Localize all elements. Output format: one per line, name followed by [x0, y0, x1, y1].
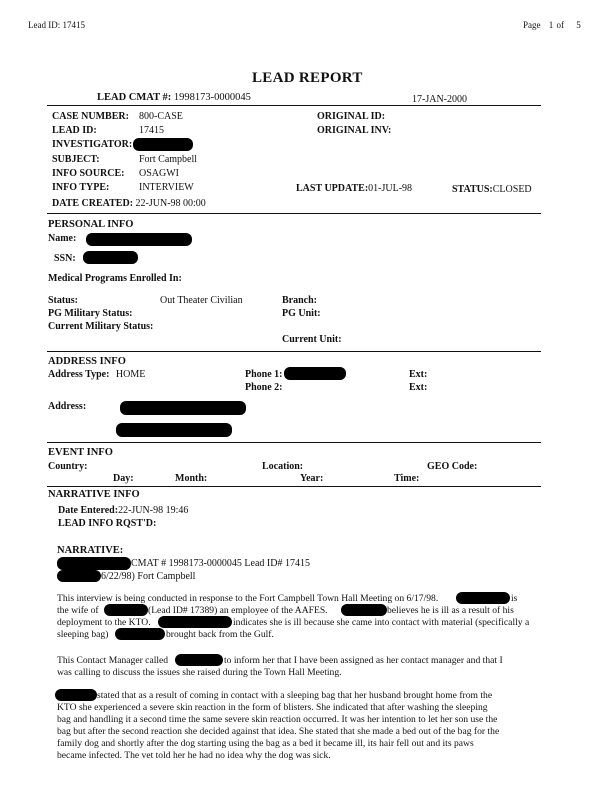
status-label: STATUS:: [452, 184, 493, 195]
lead-info-rqst-label: LEAD INFO RQST'D:: [58, 518, 157, 529]
para3-line2: KTO she experienced a severe skin reaction in the form of blisters. She indicated that after washing the sleeping: [57, 702, 488, 713]
ext2-label: Ext:: [409, 382, 428, 393]
year-label: Year:: [300, 473, 324, 484]
para1-text-d: (Lead ID# 17389) an employee of the AAFES.: [148, 605, 328, 616]
phone1-label: Phone 1:: [245, 369, 283, 380]
pg-unit-label: PG Unit:: [282, 308, 321, 319]
para1-text-h: sleeping bag): [57, 629, 109, 640]
divider: [47, 213, 541, 214]
redaction-narrative-1: [57, 557, 131, 570]
time-label: Time:: [394, 473, 420, 484]
divider: [47, 442, 541, 443]
page-of-label: of: [556, 20, 564, 30]
status-value: CLOSED: [492, 184, 532, 195]
para1-line1: [57, 593, 438, 604]
ext1-label: Ext:: [409, 369, 428, 380]
para3-line4: bag but after the second reaction she decided against that idea. She stated that she made a bed out of the bag for the: [57, 726, 500, 737]
para1-text-g: indicates she is ill because she came into contact with material (specifically a: [233, 617, 530, 628]
redaction-ssn: [83, 251, 138, 264]
para1-text-a: This interview is being conducted in response to the Fort Campbell Town Hall Meeting on 6/17/98.: [57, 593, 439, 604]
narrative-line-1: CMAT # 1998173-0000045 Lead ID# 17415: [131, 558, 310, 569]
location-label: Location:: [262, 461, 304, 472]
para1-text-f: deployment to the KTO.: [57, 617, 151, 628]
date-entered-value: 22-JUN-98 19:46: [118, 505, 189, 516]
lead-id-value: 17415: [139, 125, 164, 136]
case-number-value: 800-CASE: [139, 111, 183, 122]
redaction-address-line1: [120, 401, 246, 415]
geo-code-label: GEO Code:: [427, 461, 478, 472]
info-source-label: INFO SOURCE:: [52, 168, 125, 179]
para1-text-i: brought back from the Gulf.: [166, 629, 274, 640]
status-field: [452, 184, 532, 195]
page-label: Page: [523, 20, 541, 30]
date-created-value: 22-JUN-98 00:00: [135, 198, 206, 209]
redaction-para1-1: [456, 592, 510, 604]
date-entered: [58, 505, 188, 516]
info-source-value: OSAGWI: [139, 168, 179, 179]
redaction-name: [86, 233, 192, 246]
pg-military-status-label: PG Military Status:: [48, 308, 133, 319]
divider: [47, 105, 541, 106]
redaction-para1-4: [158, 616, 232, 628]
page-number: 1: [548, 20, 554, 30]
original-id-label: ORIGINAL ID:: [317, 111, 386, 122]
redaction-para1-5: [115, 628, 165, 640]
cmat-line: [97, 92, 251, 103]
cmat-value: 1998173-0000045: [173, 92, 251, 103]
branch-label: Branch:: [282, 295, 317, 306]
investigator-label: INVESTIGATOR:: [52, 139, 133, 150]
redaction-para3: [55, 689, 97, 701]
narrative-label: NARRATIVE:: [57, 545, 124, 556]
para2-text-c: was calling to discuss the issues she raised during the Town Hall Meeting.: [57, 667, 342, 678]
event-info-header: EVENT INFO: [48, 447, 113, 458]
para3-line1: stated that as a result of coming in contact with a sleeping bag that her husband brought home from the: [97, 690, 493, 701]
page-total: 5: [576, 20, 581, 30]
case-number-label: CASE NUMBER:: [52, 111, 129, 122]
last-update-label: LAST UPDATE:: [296, 183, 369, 194]
lead-id-label: LEAD ID:: [52, 125, 97, 136]
date-created: [52, 198, 206, 209]
redaction-para1-3: [341, 604, 387, 616]
narrative-line-2: 6/22/98) Fort Campbell: [101, 571, 196, 582]
info-type-value: INTERVIEW: [139, 182, 194, 193]
day-label: Day:: [113, 473, 134, 484]
current-military-status-label: Current Military Status:: [48, 321, 154, 332]
cmat-label: LEAD CMAT #:: [97, 92, 172, 103]
para1-text-e: believes he is ill as a result of his: [387, 605, 514, 616]
redaction-para2: [175, 654, 223, 666]
status-value-personal: Out Theater Civilian: [160, 295, 243, 306]
divider: [47, 486, 541, 487]
address-info-header: ADDRESS INFO: [48, 356, 126, 367]
info-type-label: INFO TYPE:: [52, 182, 110, 193]
original-inv-label: ORIGINAL INV:: [317, 125, 392, 136]
para3-line3: bag and handling it a second time the same severe skin reaction occurred. It was her intention to let her son use the: [57, 714, 498, 725]
para2-text-a: This Contact Manager called: [57, 655, 169, 666]
page-indicator: [523, 20, 581, 30]
subject-value: Fort Campbell: [139, 154, 198, 165]
cmat-date: 17-JAN-2000: [412, 94, 467, 105]
para1-text-c: the wife of: [57, 605, 99, 616]
last-update: [296, 183, 412, 194]
ssn-label: SSN:: [54, 253, 76, 264]
para3-line5: family dog and shortly after the dog starting using the bag as a bed it became ill, its hair fell out and its paws: [57, 738, 474, 749]
date-created-label: DATE CREATED:: [52, 198, 134, 209]
para2-text-b: to inform her that I have been assigned as her contact manager and that I: [224, 655, 503, 666]
redaction-investigator: [133, 138, 193, 151]
last-update-value: 01-JUL-98: [368, 183, 413, 194]
redaction-para1-2: [104, 604, 148, 616]
divider: [47, 351, 541, 352]
para3-line6: became infected. The vet told her he had no idea why the dog was sick.: [57, 750, 331, 761]
page-title: LEAD REPORT: [252, 70, 363, 86]
narrative-info-header: NARRATIVE INFO: [48, 489, 140, 500]
date-entered-label: Date Entered:: [58, 505, 119, 516]
subject-label: SUBJECT:: [52, 154, 100, 165]
personal-info-header: PERSONAL INFO: [48, 219, 134, 230]
status-label-personal: Status:: [48, 295, 79, 306]
medical-programs-label: Medical Programs Enrolled In:: [48, 273, 182, 284]
redaction-address-line2: [116, 423, 232, 437]
month-label: Month:: [175, 473, 208, 484]
country-label: Country:: [48, 461, 88, 472]
redaction-phone1: [284, 367, 346, 380]
para1-text-b: is: [511, 593, 518, 604]
current-unit-label: Current Unit:: [282, 334, 342, 345]
phone2-label: Phone 2:: [245, 382, 283, 393]
address-type: [48, 369, 145, 380]
name-label: Name:: [48, 233, 77, 244]
address-label: Address:: [48, 401, 87, 412]
address-type-value: HOME: [115, 369, 146, 380]
address-type-label: Address Type:: [48, 369, 110, 380]
lead-id-header: Lead ID: 17415: [28, 20, 85, 30]
redaction-narrative-2: [57, 570, 101, 582]
